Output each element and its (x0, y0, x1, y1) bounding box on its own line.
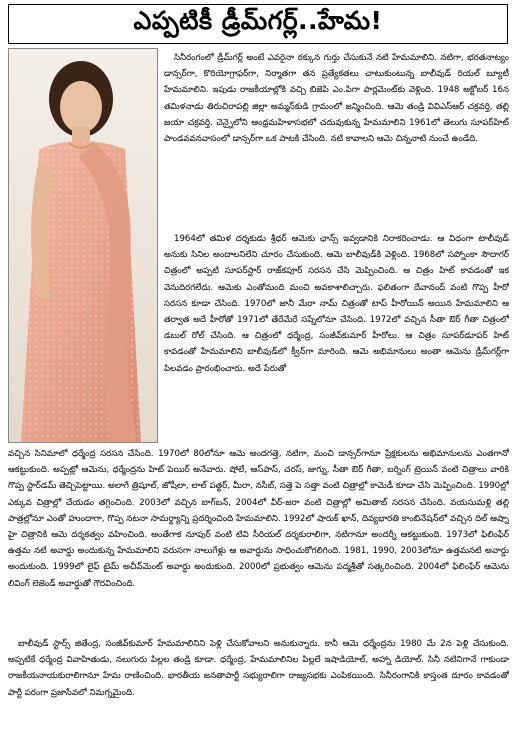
hema-malini-photo (8, 48, 158, 443)
article-paragraph-1: సినీరంగంలో డ్రీమ్‌గర్ల్‌ అంటే ఎవరైనా ఠక్కున గుర్తు చేసుకునే నటి హేమమాలిని. నటిగా, భరతనాట్యం డాన్సర్‌గా, కొరియోగ్రాఫర్‌గా, నిర్మాతగా తన ప్రత్యేకతలు చాటుకుంటున్న బాలీవుడ్‌ రియల్‌ బ్యూటీ హేమమాలిని. ఇపుడు రాజకీయాల్లోకి వచ్చి బిజెపి ఎం.పిగా పార్లమెంట్‌కు వెళ్లింది. 1948 అక్టోబర్‌ 16న తమిళనాడు తిరుచిరాపల్లి జిల్లా అమ్మన్‌కుడి గ్రామంలో జన్మించింది. ఆమె తండ్రి వివిఎస్‌ఆర్‌ చక్రవర్తి, తల్లి జయా చక్రవర్తి. చెన్నైలోని ఆంధ్రమహిళాసభలో చదువుకున్న హేమమాలిని 1961లో తెలుగు సూపర్‌హిట్‌ పాండవవనవాసంలో డాన్సర్‌గా ఒక పాటకి చేసింది. నటి కావాలని ఆమె చిన్ననాటి నుంచే ఉండేది. (164, 53, 509, 145)
article-headline: ఎప్పటికీ డ్రీమ్‌గర్ల్‌..హేమ! (8, 4, 508, 44)
article-paragraph-3: వచ్చిన సినిమాలో ధర్మేంద్ర సరసన చేసింది. 1970లో 80లోనూ ఆమె అందగత్తె, నటిగా, మంచి డాన్సర్‌గానూ ప్రేక్షకులను అభిమానులను ఎంతగానో ఆకట్టుకుంది. అప్పట్లో ఆమెను, ధర్మేంద్రను హిట్‌ పెయిర్‌ అనేవారు. షోలే, ఆస్‌పాస్‌, చరస్‌, జుగ్ను, సీతా ఔర్‌ గీతా, బర్నింగ్‌ ట్రెయిన్‌ వంటి చిత్రాలు వారికి గొప్ప స్టార్‌డమ్‌ తెచ్చిపెట్టాయి. అలాగే త్రిషూల్‌, జోషీలా, లాల్‌ పత్థర్‌, మీరా, నసీబ్‌, సత్తె పె సత్తా వంటి చిత్రాల్లో కామెడీ కూడా చేసి మెప్పించింది. 1990ల్లో ఎక్కువ చిత్రాల్లో చేయడం తగ్గించింది. 2003లో వచ్చిన బాగ్‌బన్‌, 2004లో వీర్‌-జరా వంటి చిత్రాల్లో అమితాబ్‌ సరసన చేసింది. వయసుమళ్లి తల్లి పాత్రల్లోనూ ఎంతో హుందాగా, గొప్ప నటనా సామర్థ్యాన్ని ప్రదర్శించింది హేమమాలిని. 1992లో షారుక్‌ ఖాన్‌, దివ్యభారతి కాంబినేషన్‌లో వచ్చిన దిల్‌ ఆష్నా హై చిత్రానికి ఆమె దర్శకత్వం వహించింది. అంతేగాక నూపుర్‌ వంటి టివి సీరియల్‌ దర్శకురాలిగా, నటిగానూ అందర్నీ ఆకట్టుకుంది. 1973లో ఫిలింఫేర్‌ ఉత్తమ నటి అవార్డు అందుకున్న హేమమాలిని వరుసగా నాలుగేళ్లు ఆ అవార్డును సాధించుకోగలిగింది. 1981, 1990, 2003లోనూ ఉత్తమనటి అవార్డు అందుకుంది. 1999లో లైఫ్‌ టైమ్‌ అచీవ్‌మెంట్‌ అవార్డు అందుకుంది. 2000లో ప్రభుత్వం ఆమెను పద్మశ్రీతో సత్కరించింది. 2004లో ఫిలింఫేర్‌ ఆమెను లివింగ్‌ లెజెండ్‌ అవార్డుతో గౌరవించింది. (8, 449, 509, 589)
article-paragraph-2: 1964లో తమిళ దర్శకుడు శ్రీధర్‌ ఆమెకు ఛాన్స్‌ ఇవ్వడానికి నిరాకరించాడు. ఆ విధంగా టాలీవుడ్‌ అనుకు సినిల అందాలనిలేని చూరం చేసుకుంది. ఆమె బాలీవుడ్‌కి వెళ్లింది. 1968లో సప్నోంకా సౌదాగర్‌ చిత్రంలో అప్పటి సూపర్‌స్టార్‌ రాజ్‌కపూర్‌ సరసన చేసి మెప్పించింది. ఆ చిత్రం హిట్‌ కావడంతో ఇక వెనుదిరగలేదు. ఆమెకు ఎంతోమంది మంచి అవకాశాలిచ్చారు. ఫలితంగా దేవానంద్‌ వంటి గొప్ప హీరో సరసన కూడా చేసింది. 1970లో జానీ మేరా నామ్‌ చిత్రంతో టాప్‌ హీరోయిన్‌ అయిన హేమమాలిని ఆ తర్వాత అదే హీరోతో 1971లో తేరేమేరే సప్నేలోనూ చేసింది. 1972లో వచ్చిన సీతా ఔర్‌ గీతా చిత్రంలో డబుల్‌ రోల్‌ చేసింది. ఆ చిత్రంలో ధర్మేంద్ర, సంజీవ్‌కుమార్‌ హీరోలు. ఆ చిత్రం సూపర్‌డూపర్‌ హిట్‌ కావడంతో హేమమాలిని బాలీవుడ్‌లో క్వీన్‌గా మారింది. ఆమె అభిమానులు అంతా ఆమెను డ్రీమ్‌గర్ల్‌గా పిలవడం ప్రారంభించారు. అదే పేరుతో (164, 234, 509, 374)
article-paragraph-4: బాలీవుడ్‌ స్టార్స్‌ జితేంద్ర, సంజీవ్‌కుమార్‌ హేమమాలినిని పెళ్లి చేసుకోవాలని అనుకున్నారు. కానీ ఆమె ధర్మేంద్రను 1980 మే 2న పెళ్లి చేసుకుంది. అప్పటికే ధర్మేంద్ర వివాహితుడు, నలుగురు పిల్లల తండ్రి కూడా. ధర్మేంద్ర, హేమమాలినిల పిల్లలే ఇషాడియోల్‌, అహ్నా డియోల్‌. సినీ నటినిగానే గాకుండా రాజకీయనాయకురాలిగానూ హేమ రాణించింది. భారతీయ జనతాపార్టీ సభ్యురాలిగా రాజ్యసభకు ఎంపికయింది. సినీరంగానికి కాస్తంత దూరం కావడంతో పార్టీ పరంగా ప్రజాసేవలో నిమగ్నమైంది. (8, 639, 509, 698)
